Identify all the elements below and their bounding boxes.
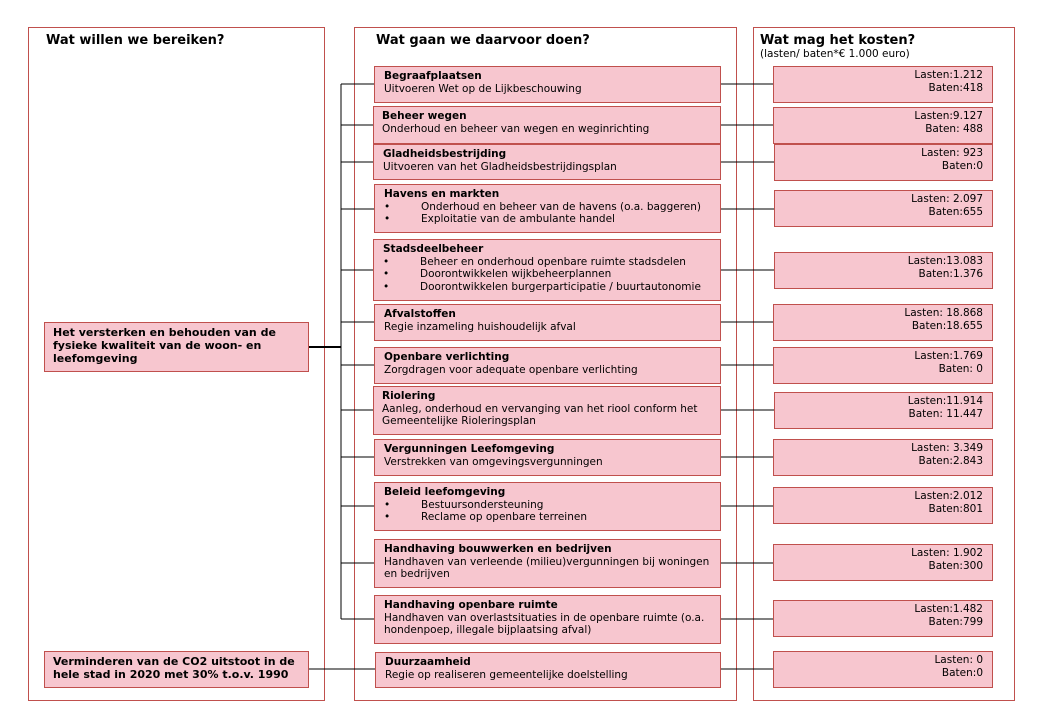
action-box-gladheidsbestrijding xyxy=(373,144,721,180)
cost-lasten: Lasten:1.212 xyxy=(914,69,983,81)
cost-box-riolering xyxy=(774,392,993,429)
cost-baten: Baten:0 xyxy=(941,666,983,679)
action-title: Vergunningen Leefomgeving xyxy=(384,443,555,455)
cost-lasten: Lasten:11.914 xyxy=(907,395,983,407)
action-title: Stadsdeelbeheer xyxy=(383,243,484,255)
cost-lasten: Lasten:1.482 xyxy=(914,603,983,615)
goals-column-title: Wat willen we bereiken? xyxy=(46,33,225,48)
action-desc: Zorgdragen voor adequate openbare verlichting xyxy=(384,363,638,376)
cost-box-gladheidsbestrijding xyxy=(774,144,993,181)
cost-box-duurzaamheid xyxy=(773,651,993,688)
action-box-riolering xyxy=(373,386,721,435)
action-box-duurzaamheid xyxy=(375,652,721,688)
cost-lasten: Lasten: 0 xyxy=(934,654,983,666)
action-box-handhaving-bouwwerken xyxy=(374,539,721,588)
action-bullet: • Bestuursondersteuning xyxy=(384,498,544,511)
costs-column-subtitle: (lasten/ baten*€ 1.000 euro) xyxy=(760,48,910,60)
cost-box-openbare-verlichting xyxy=(773,347,993,384)
cost-box-stadsdeelbeheer xyxy=(774,252,993,289)
cost-baten: Baten:799 xyxy=(928,615,983,628)
action-box-beheer-wegen xyxy=(373,106,721,144)
action-desc: Aanleg, onderhoud en vervanging van het riool conform het Gemeentelijke Rioleringsplan xyxy=(382,402,698,427)
cost-lasten: Lasten:1.769 xyxy=(914,350,983,362)
cost-box-afvalstoffen xyxy=(773,304,993,341)
cost-lasten: Lasten:2.012 xyxy=(914,490,983,502)
cost-box-vergunningen-leefomgeving xyxy=(773,439,993,476)
cost-baten: Baten:18.655 xyxy=(911,319,983,332)
action-desc: Handhaven van overlastsituaties in de openbare ruimte (o.a. hondenpoep, illegale bijplaatsing afval) xyxy=(384,611,705,636)
action-title: Handhaving openbare ruimte xyxy=(384,599,558,611)
goal-box-co2 xyxy=(44,651,309,688)
cost-baten: Baten:2.843 xyxy=(918,454,983,467)
cost-box-beleid-leefomgeving xyxy=(773,487,993,524)
action-desc: Regie op realiseren gemeentelijke doelstelling xyxy=(385,668,628,681)
action-box-beleid-leefomgeving xyxy=(374,482,721,531)
action-desc: Regie inzameling huishoudelijk afval xyxy=(384,320,576,333)
cost-lasten: Lasten: 18.868 xyxy=(904,307,983,319)
action-bullet: • Doorontwikkelen burgerparticipatie / buurtautonomie xyxy=(383,280,701,293)
action-box-openbare-verlichting xyxy=(374,347,721,384)
cost-lasten: Lasten: 3.349 xyxy=(911,442,983,454)
action-bullet: • Reclame op openbare terreinen xyxy=(384,511,587,523)
action-box-havens-en-markten xyxy=(374,184,721,233)
goal-text: Het versterken en behouden van de fysieke kwaliteit van de woon- en leefomgeving xyxy=(53,326,276,365)
action-title: Riolering xyxy=(382,390,436,402)
action-title: Havens en markten xyxy=(384,188,500,200)
cost-baten: Baten: 11.447 xyxy=(908,407,983,420)
cost-baten: Baten:655 xyxy=(928,205,983,218)
costs-column-title: Wat mag het kosten? xyxy=(760,33,916,48)
cost-box-beheer-wegen xyxy=(773,107,993,144)
action-title: Beleid leefomgeving xyxy=(384,486,506,498)
cost-lasten: Lasten: 923 xyxy=(921,147,983,159)
action-title: Openbare verlichting xyxy=(384,351,510,363)
cost-baten: Baten: 0 xyxy=(938,362,983,375)
action-box-handhaving-openbare-ruimte xyxy=(374,595,721,644)
cost-box-handhaving-openbare-ruimte xyxy=(773,600,993,637)
cost-box-handhaving-bouwwerken xyxy=(773,544,993,581)
action-title: Afvalstoffen xyxy=(384,308,456,320)
goal-box-fysieke-kwaliteit xyxy=(44,322,309,372)
action-box-afvalstoffen xyxy=(374,304,721,341)
action-title: Handhaving bouwwerken en bedrijven xyxy=(384,543,612,555)
action-box-begraafplaatsen xyxy=(374,66,721,103)
cost-lasten: Lasten:9.127 xyxy=(914,110,983,122)
action-box-stadsdeelbeheer xyxy=(373,239,721,301)
action-bullet: • Beheer en onderhoud openbare ruimte stadsdelen xyxy=(383,255,686,268)
action-title: Duurzaamheid xyxy=(385,656,471,668)
action-desc: Handhaven van verleende (milieu)vergunningen bij woningen en bedrijven xyxy=(384,555,710,580)
cost-baten: Baten:300 xyxy=(928,559,983,572)
cost-box-havens-en-markten xyxy=(774,190,993,227)
action-title: Beheer wegen xyxy=(382,110,467,122)
cost-baten: Baten:0 xyxy=(941,159,983,172)
cost-baten: Baten:1.376 xyxy=(918,267,983,280)
action-desc: Verstrekken van omgevingsvergunningen xyxy=(384,455,603,468)
cost-lasten: Lasten: 1.902 xyxy=(911,547,983,559)
goal-text: Verminderen van de CO2 uitstoot in de hele stad in 2020 met 30% t.o.v. 1990 xyxy=(53,655,295,681)
action-desc: Onderhoud en beheer van wegen en weginrichting xyxy=(382,122,650,135)
cost-baten: Baten:801 xyxy=(928,502,983,515)
action-desc: Uitvoeren Wet op de Lijkbeschouwing xyxy=(384,82,582,95)
cost-box-begraafplaatsen xyxy=(773,66,993,103)
cost-baten: Baten: 488 xyxy=(925,122,983,135)
action-bullet: • Doorontwikkelen wijkbeheerplannen xyxy=(383,268,612,280)
action-bullet: • Exploitatie van de ambulante handel xyxy=(384,213,615,225)
cost-lasten: Lasten:13.083 xyxy=(907,255,983,267)
cost-lasten: Lasten: 2.097 xyxy=(911,193,983,205)
action-title: Gladheidsbestrijding xyxy=(383,148,507,160)
action-title: Begraafplaatsen xyxy=(384,70,482,82)
action-desc: Uitvoeren van het Gladheidsbestrijdingsplan xyxy=(383,160,617,173)
action-bullet: • Onderhoud en beheer van de havens (o.a. baggeren) xyxy=(384,200,702,213)
cost-baten: Baten:418 xyxy=(928,81,983,94)
action-box-vergunningen-leefomgeving xyxy=(374,439,721,476)
actions-column-title: Wat gaan we daarvoor doen? xyxy=(376,33,590,48)
